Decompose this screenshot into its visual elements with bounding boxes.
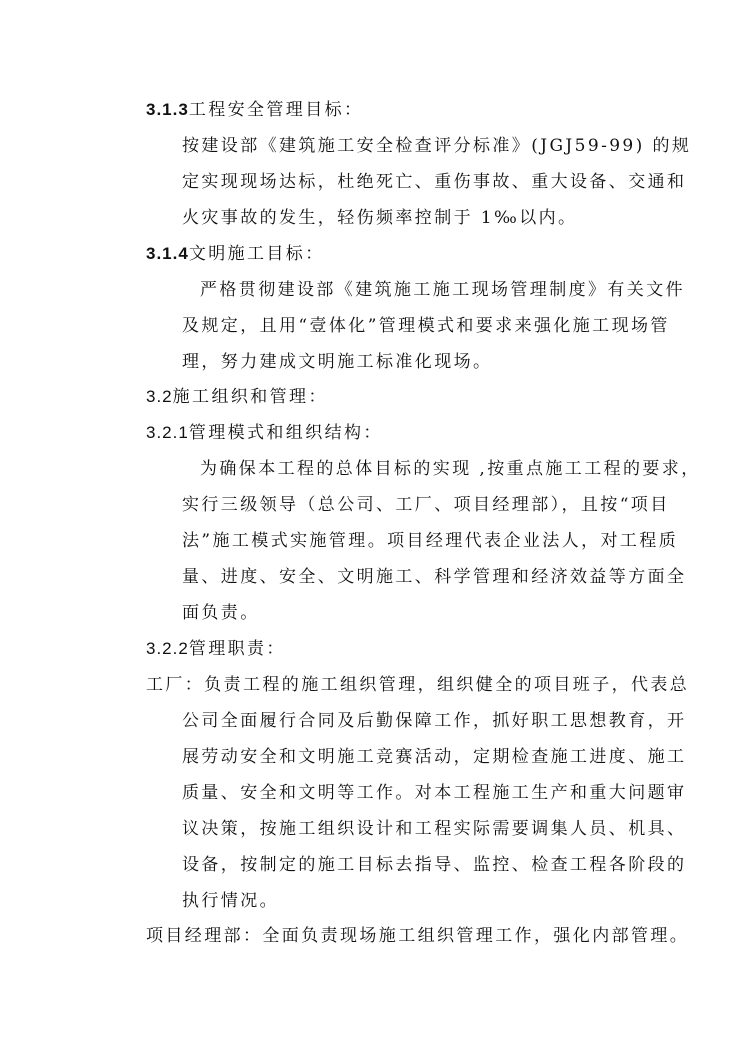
- heading-3-1-3: [146, 95, 363, 120]
- paragraph-line: 严格贯彻建设部《建筑施工施工现场管理制度》有关文件: [200, 280, 685, 300]
- paragraph-line: 定实现现场达标，杜绝死亡、重伤事故、重大设备、交通和: [182, 172, 687, 192]
- paragraph-line: 面负责。: [182, 603, 260, 623]
- paragraph-line: 法”施工模式实施管理。项目经理代表企业法人，对工程质: [182, 531, 679, 551]
- section-number: 3.1.3: [146, 100, 189, 119]
- factory-duty-line: 议决策，按施工组织设计和工程实际需要调集人员、机具、: [182, 819, 687, 839]
- project-dept-duty-line: 项目经理部：全面负责现场施工组织管理工作，强化内部管理。: [146, 926, 690, 946]
- paragraph-line: 量、进度、安全、文明施工、科学管理和经济效益等方面全: [182, 567, 687, 587]
- factory-duty-line: 展劳动安全和文明施工竞赛活动，定期检查施工进度、施工: [182, 747, 687, 767]
- paragraph-line: 实行三级领导（总公司、工厂、项目经理部），且按“项目: [182, 495, 670, 515]
- heading-3-1-4: [146, 239, 325, 264]
- paragraph-line: 火灾事故的发生，轻伤频率控制于 1‰以内。: [182, 208, 578, 228]
- factory-duty-line: 质量、安全和文明等工作。对本工程施工生产和重大问题审: [182, 783, 687, 803]
- heading-3-2: [146, 382, 328, 407]
- paragraph-line: 理，努力建成文明施工标准化现场。: [182, 352, 493, 372]
- section-number: 3.2.2: [146, 639, 189, 658]
- paragraph-line: 及规定，且用“壹体化”管理模式和要求来强化施工现场管: [182, 316, 670, 336]
- paragraph-line: 按建设部《建筑施工安全检查评分标准》(JGJ59-99) 的规: [182, 136, 692, 156]
- paragraph-line: 为确保本工程的总体目标的实现 ,按重点施工工程的要求，: [200, 459, 701, 479]
- heading-3-2-1: [146, 418, 383, 443]
- section-title: 文明施工目标：: [188, 244, 325, 264]
- factory-duty-line: 工厂：负责工程的施工组织管理，组织健全的项目班子，代表总: [146, 675, 690, 695]
- heading-3-2-2: [146, 634, 286, 659]
- section-title: 管理职责：: [188, 639, 286, 659]
- section-number: 3.2: [146, 387, 173, 406]
- section-number: 3.2.1: [146, 423, 189, 442]
- factory-duty-line: 执行情况。: [182, 891, 279, 911]
- section-title: 工程安全管理目标：: [188, 100, 364, 120]
- section-number: 3.1.4: [146, 244, 189, 263]
- section-title: 施工组织和管理：: [172, 387, 328, 407]
- section-title: 管理模式和组织结构：: [188, 423, 383, 443]
- factory-duty-line: 公司全面履行合同及后勤保障工作，抓好职工思想教育，开: [182, 711, 687, 731]
- factory-duty-line: 设备，按制定的施工目标去指导、监控、检查工程各阶段的: [182, 855, 687, 875]
